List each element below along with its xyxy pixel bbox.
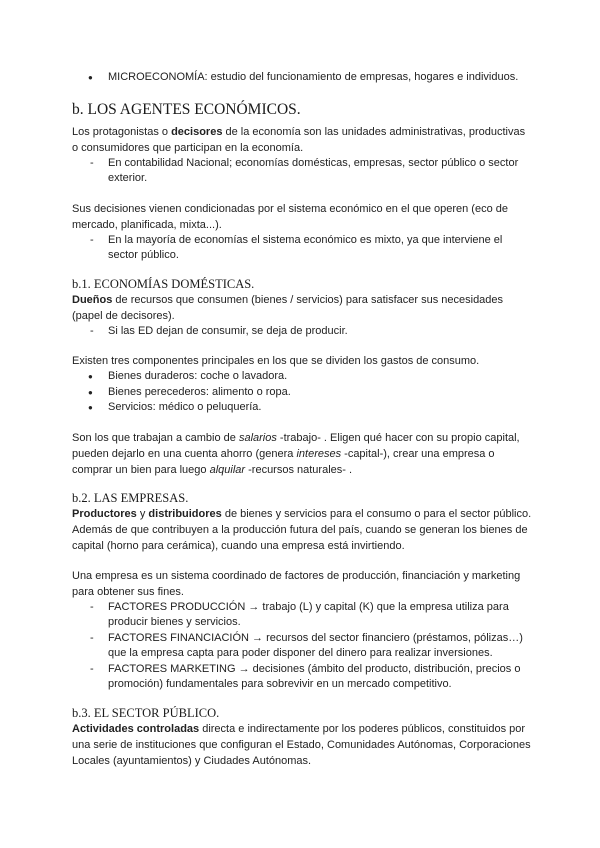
section-b3-title: b.3. EL SECTOR PÚBLICO. <box>72 705 220 720</box>
section-b-paragraph-2: Sus decisiones vienen condicionadas por el sistema económico en el que operen (eco de mercado, planificada, mixta...). <box>72 202 508 231</box>
consumption-list <box>72 369 532 416</box>
intro-bullet: ● MICROECONOMÍA: estudio del funcionamiento de empresas, hogares e individuos. <box>72 70 532 86</box>
factor-item: - FACTORES PRODUCCIÓN → trabajo (L) y capital (K) que la empresa utiliza para producir bienes y servicios. <box>72 600 532 631</box>
consumption-item: ● Bienes perecederos: alimento o ropa. <box>72 385 532 401</box>
section-b-paragraph-1: Los protagonistas o decisores de la economía son las unidades administrativas, productivas o consumidores que participan en la economía. <box>72 125 526 154</box>
section-b-dash-2: - En la mayoría de economías el sistema económico es mixto, ya que interviene el sector público. <box>72 233 532 264</box>
intro-list <box>72 70 532 86</box>
section-b1-title: b.1. ECONOMÍAS DOMÉSTICAS. <box>72 276 255 291</box>
consumption-item: ● Servicios: médico o peluquería. <box>72 400 532 416</box>
section-b3-paragraph-1: Actividades controladas directa e indirectamente por los poderes públicos, constituidos por una serie de instituciones que configuran el Estado, Comunidades Autónomas, Corporaciones Locales (ayuntamientos) y Ciudades Autónomas. <box>72 722 531 767</box>
section-b1-paragraph-3: Son los que trabajan a cambio de salarios -trabajo- . Eligen qué hacer con su propio capital, pueden dejarlo en una cuenta ahorro (genera intereses -capital-), crear una empresa o comprar un bien para luego alquilar -recursos naturales- . <box>72 431 520 476</box>
section-b2-paragraph-1: Productores y distribuidores de bienes y servicios para el consumo o para el sector público. Además de que contribuyen a la producción futura del país, cuando se generan los bienes de capital (horno para cerámica), cuando una empresa está invirtiendo. <box>72 507 532 552</box>
factor-item: - FACTORES MARKETING → decisiones (ámbito del producto, distribución, precios o promoción) fundamentales para sobrevivir en un mercado competitivo. <box>72 662 532 693</box>
section-b-dash-list-1 <box>72 156 532 187</box>
section-b-dash-1: - En contabilidad Nacional; economías domésticas, empresas, sector público o sector exterior. <box>72 156 532 187</box>
section-b1-dash-1: - Si las ED dejan de consumir, se deja de producir. <box>72 324 532 340</box>
section-b-dash-list-2 <box>72 233 532 264</box>
section-b2-title: b.2. LAS EMPRESAS. <box>72 490 189 505</box>
document-page <box>72 70 532 769</box>
section-b2-paragraph-2: Una empresa es un sistema coordinado de factores de producción, financiación y marketing para obtener sus fines. <box>72 569 521 598</box>
section-b1-dash-list <box>72 324 532 340</box>
factor-item: - FACTORES FINANCIACIÓN → recursos del sector financiero (préstamos, pólizas…) que la empresa capta para poder disponer del dinero para realizar inversiones. <box>72 631 532 662</box>
section-b1-paragraph-2: Existen tres componentes principales en los que se dividen los gastos de consumo. <box>72 355 480 367</box>
factors-list <box>72 600 532 693</box>
consumption-item: ● Bienes duraderos: coche o lavadora. <box>72 369 532 385</box>
section-b-title: b. LOS AGENTES ECONÓMICOS. <box>72 100 301 118</box>
section-b1-paragraph-1: Dueños de recursos que consumen (bienes / servicios) para satisfacer sus necesidades (papel de decisores). <box>72 293 504 322</box>
